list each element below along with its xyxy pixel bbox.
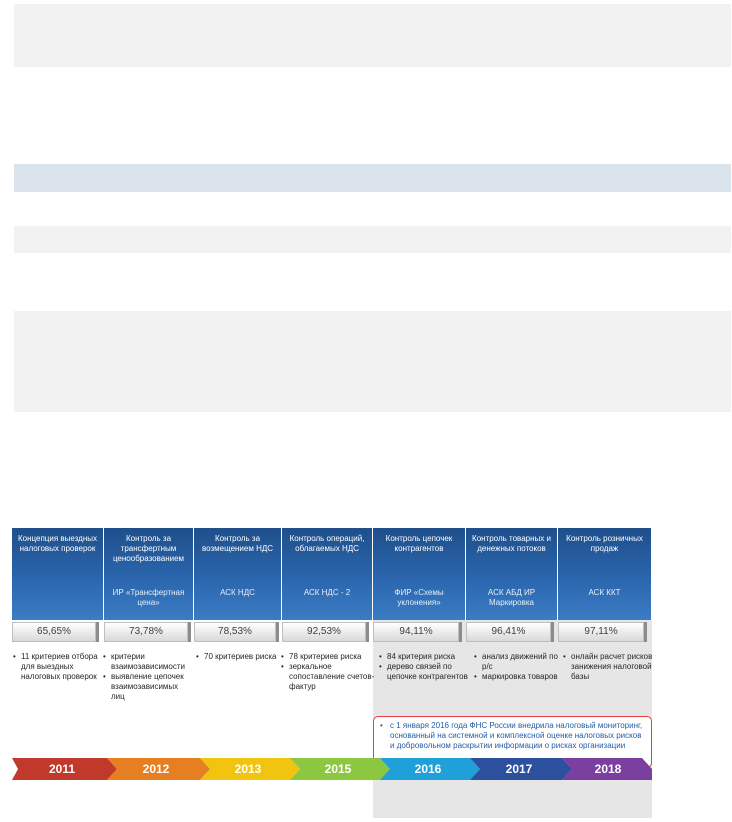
percent-box: 73,78% (104, 622, 188, 642)
list-item: • онлайн расчет рисков занижения налоговой базы (571, 652, 659, 682)
column-title: Концепция выездных налоговых проверок (17, 534, 97, 553)
criteria-list (195, 652, 282, 662)
list-item: • зеркальное сопоставление счетов-фактур (289, 662, 375, 692)
column-header (466, 528, 558, 620)
criteria-list (12, 652, 101, 682)
year-label: 2013 (234, 762, 262, 776)
percent-box: 65,65% (12, 622, 96, 642)
criteria-list (280, 652, 375, 692)
column-system: АСК НДС - 2 (303, 588, 351, 597)
list-item: • 70 критериев риска (204, 652, 282, 662)
year-label: 2018 (594, 762, 622, 776)
column-system: АСК ККТ (588, 588, 621, 597)
column-header (104, 528, 194, 620)
column-system: ФИР «Схемы уклонения» (394, 588, 444, 607)
list-item: • 78 критериев риска (289, 652, 375, 662)
percent-box: 97,11% (558, 622, 644, 642)
column-header (282, 528, 373, 620)
year-label: 2016 (414, 762, 442, 776)
column-title: Контроль розничных продаж (566, 534, 643, 553)
column-system: АСК АБД ИР Маркировка (487, 588, 536, 607)
list-item: • анализ движений по р/с (482, 652, 564, 672)
column-title: Контроль товарных и денежных потоков (472, 534, 551, 553)
column-system: АСК НДС (220, 588, 255, 597)
tax-monitoring-callout: • с 1 января 2016 года ФНС России внедрила налоговый мониторинг, основанный на системной и комплексной оценке налоговых рисков и добровольном раскрытии информации о рисках организации (373, 716, 652, 768)
gray-band-small (14, 226, 731, 253)
column-system: ИР «Трансфертная цена» (112, 588, 185, 607)
gray-band-large (14, 311, 731, 412)
column-title: Контроль за возмещением НДС (201, 534, 274, 553)
column-title: Контроль операций, облагаемых НДС (289, 534, 365, 553)
column-title: Контроль цепочек контрагентов (385, 534, 453, 553)
column-title: Контроль за трансфертным ценообразованием (112, 534, 185, 563)
criteria-list (378, 652, 473, 682)
list-item: • дерево связей по цепочке контрагентов (387, 662, 473, 682)
top-gray-band (14, 4, 731, 67)
list-item: • 84 критерия риска (387, 652, 473, 662)
criteria-list (473, 652, 564, 682)
list-item: • 11 критериев отбора для выездных налоговых проверок (21, 652, 101, 682)
column-header (12, 528, 104, 620)
list-item: • выявление цепочек взаимозависимых лиц (111, 672, 193, 702)
year-label: 2012 (142, 762, 170, 776)
column-header (373, 528, 466, 620)
blue-gray-band (14, 164, 731, 192)
year-label: 2017 (505, 762, 533, 776)
list-item: • критерии взаимозависимости (111, 652, 193, 672)
column-header (558, 528, 652, 620)
year-label: 2011 (48, 762, 76, 776)
column-header (194, 528, 282, 620)
year-label: 2015 (324, 762, 352, 776)
percent-box: 92,53% (282, 622, 366, 642)
tax-control-timeline (12, 528, 652, 818)
percent-box: 78,53% (194, 622, 276, 642)
list-item: • маркировка товаров (482, 672, 564, 682)
criteria-list (102, 652, 193, 702)
criteria-list (562, 652, 659, 682)
percent-box: 96,41% (466, 622, 551, 642)
percent-box: 94,11% (373, 622, 459, 642)
